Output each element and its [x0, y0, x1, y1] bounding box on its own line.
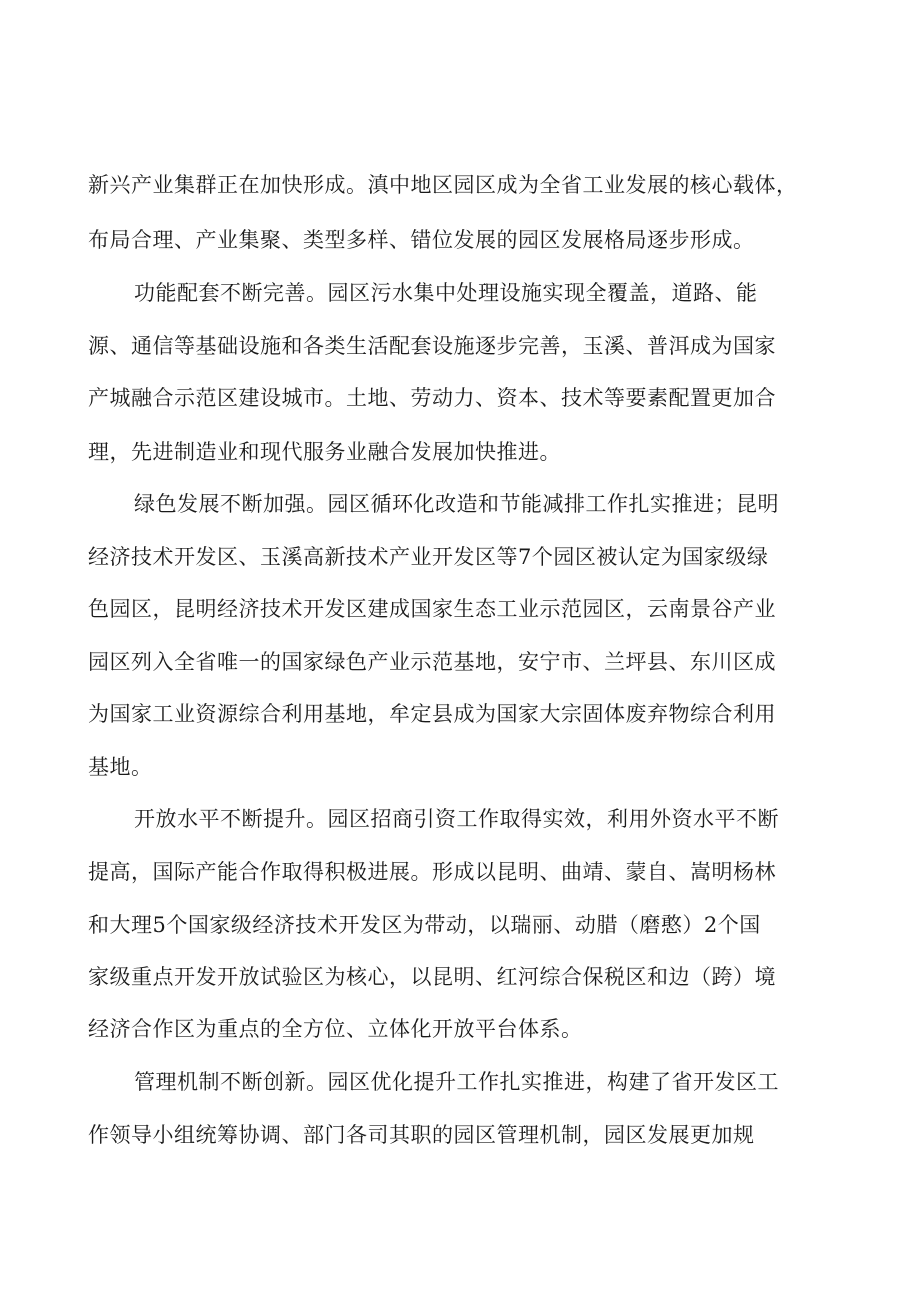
text-line: 为国家工业资源综合利用基地，牟定县成为国家大宗固体废弃物综合利用 [88, 702, 776, 726]
text-line: 经济合作区为重点的全方位、立体化开放平台体系。 [88, 1017, 583, 1041]
text-line: 管理机制不断创新。园区优化提升工作扎实推进，构建了省开发区工 [134, 1070, 779, 1094]
text-line: 开放水平不断提升。园区招商引资工作取得实效，利用外资水平不断 [134, 807, 779, 831]
text-line: 新兴产业集群正在加快形成。滇中地区园区成为全省工业发展的核心载体， [88, 173, 798, 197]
text-line: 布局合理、产业集聚、类型多样、错位发展的园区发展格局逐步形成。 [88, 228, 755, 252]
text-line: 功能配套不断完善。园区污水集中处理设施实现全覆盖，道路、能 [134, 281, 758, 305]
text-line: 园区列入全省唯一的国家绿色产业示范基地，安宁市、兰坪县、东川区成 [88, 650, 776, 674]
text-line: 色园区，昆明经济技术开发区建成国家生态工业示范园区，云南景谷产业 [88, 597, 776, 621]
text-line: 源、通信等基础设施和各类生活配套设施逐步完善，玉溪、普洱成为国家 [88, 334, 776, 358]
text-line: 经济技术开发区、玉溪高新技术产业开发区等7个园区被认定为国家级绿 [88, 545, 769, 569]
text-line: 基地。 [88, 755, 153, 779]
text-line: 产城融合示范区建设城市。土地、劳动力、资本、技术等要素配置更加合 [88, 386, 776, 410]
text-line: 家级重点开发开放试验区为核心，以昆明、红河综合保税区和边（跨）境 [88, 965, 776, 989]
text-line: 和大理5个国家级经济技术开发区为带动，以瑞丽、动腊（磨憨）2个国 [88, 913, 761, 937]
text-line: 理，先进制造业和现代服务业融合发展加快推进。 [88, 440, 561, 464]
text-line: 提高，国际产能合作取得积极进展。形成以昆明、曲靖、蒙自、嵩明杨林 [88, 860, 776, 884]
text-line: 绿色发展不断加强。园区循环化改造和节能减排工作扎实推进；昆明 [134, 492, 779, 516]
text-line: 作领导小组统筹协调、部门各司其职的园区管理机制，园区发展更加规 [88, 1123, 755, 1147]
